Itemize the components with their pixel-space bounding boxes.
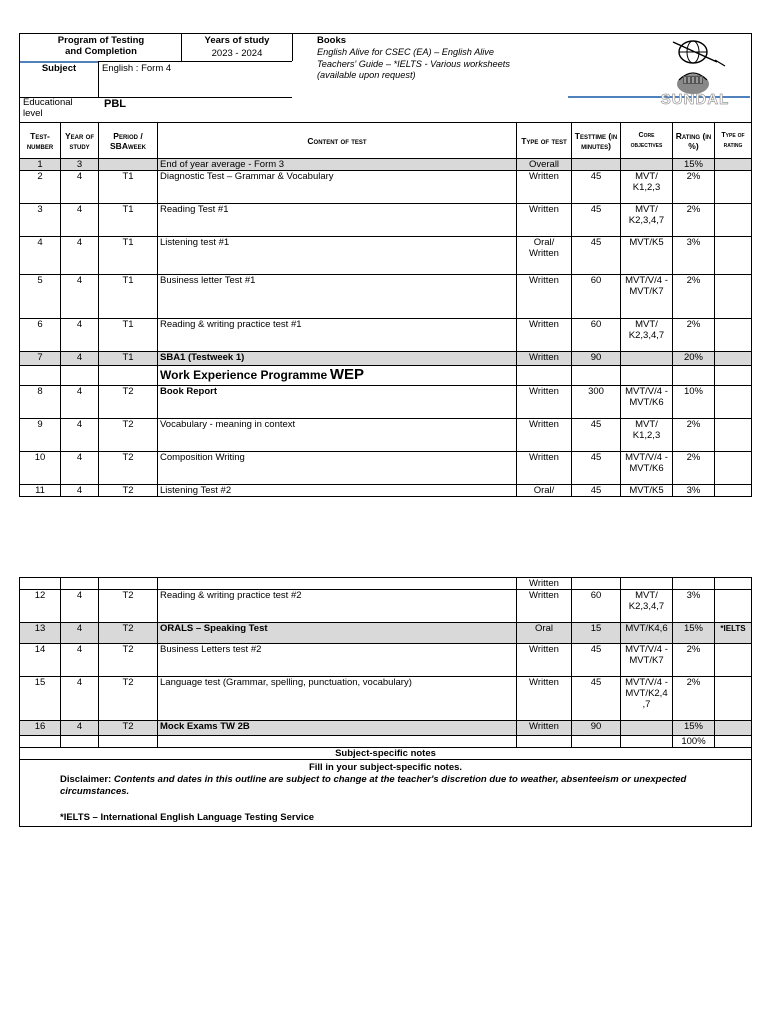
col-rating-type: Type of rating bbox=[715, 123, 752, 159]
wep-row bbox=[20, 366, 752, 386]
notes-body-row bbox=[20, 760, 752, 827]
content-cell: Reading & writing practice test #1 bbox=[158, 319, 517, 352]
test-number-cell: 8 bbox=[20, 386, 61, 419]
table-row bbox=[20, 204, 752, 237]
type-cell: Written bbox=[517, 275, 572, 319]
program-label: Program of Testing and Completion bbox=[57, 35, 145, 57]
table-row bbox=[20, 485, 752, 497]
rating-type-cell bbox=[715, 419, 752, 452]
content-cell: Composition Writing bbox=[158, 452, 517, 485]
rating-type-cell bbox=[715, 319, 752, 352]
type-cell: Overall bbox=[517, 159, 572, 171]
content-cell: SBA1 (Testweek 1) bbox=[158, 352, 517, 366]
core-objectives-cell: MVT/K5 bbox=[621, 237, 673, 275]
core-objectives-cell: MVT/ K2,3,4,7 bbox=[621, 319, 673, 352]
col-core: Core objectives bbox=[621, 123, 673, 159]
test-number-cell: 16 bbox=[20, 721, 61, 736]
disclaimer-text: Contents and dates in this outline are subject to change at the teacher's discretion due to weather, absenteeism or unexpected circumstances. bbox=[60, 774, 687, 797]
level-label: Educational level bbox=[23, 97, 73, 119]
period-cell: T2 bbox=[99, 623, 158, 644]
year-cell: 4 bbox=[61, 237, 99, 275]
core-objectives-cell: MVT/V/4 - MVT/K2,4 ,7 bbox=[621, 677, 673, 721]
rating-cell: 2% bbox=[673, 275, 715, 319]
rating-type-cell bbox=[715, 452, 752, 485]
test-number-cell: 3 bbox=[20, 204, 61, 237]
rating-cell: 2% bbox=[673, 677, 715, 721]
continuation-row bbox=[20, 578, 752, 590]
period-cell: T1 bbox=[99, 237, 158, 275]
test-number-cell: 1 bbox=[20, 159, 61, 171]
testtime-cell: 45 bbox=[572, 419, 621, 452]
subject-label: Subject bbox=[41, 63, 77, 74]
rating-type-cell bbox=[715, 159, 752, 171]
core-objectives-cell: MVT/ K1,2,3 bbox=[621, 419, 673, 452]
rating-type-cell bbox=[715, 237, 752, 275]
table-row bbox=[20, 677, 752, 721]
period-cell: T2 bbox=[99, 452, 158, 485]
period-cell bbox=[99, 159, 158, 171]
year-cell: 4 bbox=[61, 623, 99, 644]
type-cell: Written bbox=[517, 590, 572, 623]
period-cell: T2 bbox=[99, 386, 158, 419]
type-cell: Written bbox=[517, 352, 572, 366]
period-cell: T2 bbox=[99, 677, 158, 721]
type-cell: Written bbox=[517, 677, 572, 721]
test-number-cell: 11 bbox=[20, 485, 61, 497]
subject-divider bbox=[98, 61, 99, 97]
rating-type-cell bbox=[715, 352, 752, 366]
testtime-cell: 45 bbox=[572, 204, 621, 237]
content-cell: Language test (Grammar, spelling, punctuation, vocabulary) bbox=[158, 677, 517, 721]
content-cell: Business Letters test #2 bbox=[158, 644, 517, 677]
testtime-cell: 45 bbox=[572, 677, 621, 721]
notes-title-row bbox=[20, 748, 752, 760]
content-cell: Mock Exams TW 2B bbox=[158, 721, 517, 736]
header-divider-2 bbox=[292, 33, 293, 61]
content-cell: Business letter Test #1 bbox=[158, 275, 517, 319]
col-content: Content of test bbox=[158, 123, 517, 159]
content-cell: Vocabulary - meaning in context bbox=[158, 419, 517, 452]
testtime-cell bbox=[572, 159, 621, 171]
col-testtime: Testtime (in minutes) bbox=[572, 123, 621, 159]
wep-label: Work Experience Programme bbox=[160, 368, 328, 382]
year-cell: 4 bbox=[61, 452, 99, 485]
rating-cell: 2% bbox=[673, 644, 715, 677]
period-cell: T1 bbox=[99, 204, 158, 237]
test-number-cell: 13 bbox=[20, 623, 61, 644]
content-cell: Book Report bbox=[158, 386, 517, 419]
test-number-cell: 7 bbox=[20, 352, 61, 366]
test-number-cell: 2 bbox=[20, 171, 61, 204]
year-cell: 4 bbox=[61, 204, 99, 237]
core-objectives-cell: MVT/V/4 - MVT/K6 bbox=[621, 452, 673, 485]
test-table-page1 bbox=[19, 122, 752, 497]
rating-type-cell bbox=[715, 721, 752, 736]
content-cell: Listening Test #2 bbox=[158, 485, 517, 497]
table-row bbox=[20, 644, 752, 677]
year-cell: 4 bbox=[61, 590, 99, 623]
books-value: English Alive for CSEC (EA) – English Alive Teachers' Guide – *IELTS - Various worksheets (available upon request) bbox=[317, 47, 510, 80]
testtime-cell: 45 bbox=[572, 452, 621, 485]
period-cell: T2 bbox=[99, 485, 158, 497]
table-row bbox=[20, 623, 752, 644]
content-cell: Listening test #1 bbox=[158, 237, 517, 275]
type-cell: Written bbox=[517, 452, 572, 485]
table-row bbox=[20, 419, 752, 452]
school-logo bbox=[655, 36, 735, 110]
wep-cell bbox=[158, 366, 517, 386]
year-cell: 4 bbox=[61, 352, 99, 366]
rating-type-cell bbox=[715, 485, 752, 497]
type-cell: Oral bbox=[517, 623, 572, 644]
period-cell: T2 bbox=[99, 590, 158, 623]
table-row bbox=[20, 590, 752, 623]
rating-cell: 2% bbox=[673, 452, 715, 485]
col-type: Type of test bbox=[517, 123, 572, 159]
books-label: Books bbox=[317, 35, 347, 46]
year-cell: 4 bbox=[61, 171, 99, 204]
testtime-cell: 60 bbox=[572, 275, 621, 319]
period-cell: T2 bbox=[99, 644, 158, 677]
year-cell: 4 bbox=[61, 644, 99, 677]
core-objectives-cell bbox=[621, 352, 673, 366]
content-cell: ORALS – Speaking Test bbox=[158, 623, 517, 644]
type-cell: Written bbox=[517, 419, 572, 452]
period-cell: T1 bbox=[99, 352, 158, 366]
testtime-cell: 60 bbox=[572, 590, 621, 623]
col-rating: Rating (in %) bbox=[673, 123, 715, 159]
core-objectives-cell: MVT/V/4 - MVT/K6 bbox=[621, 386, 673, 419]
period-cell: T2 bbox=[99, 721, 158, 736]
type-cell: Oral/ Written bbox=[517, 237, 572, 275]
rating-type-cell bbox=[715, 677, 752, 721]
subject-value: English : Form 4 bbox=[102, 63, 172, 74]
rating-cell: 15% bbox=[673, 159, 715, 171]
rating-cell: 2% bbox=[673, 204, 715, 237]
disclaimer bbox=[60, 774, 711, 798]
content-cell: Reading Test #1 bbox=[158, 204, 517, 237]
rating-cell: 2% bbox=[673, 319, 715, 352]
testtime-cell: 60 bbox=[572, 319, 621, 352]
content-cell: End of year average - Form 3 bbox=[158, 159, 517, 171]
rating-type-cell bbox=[715, 171, 752, 204]
rating-cell: 10% bbox=[673, 386, 715, 419]
core-objectives-cell: MVT/V/4 - MVT/K7 bbox=[621, 644, 673, 677]
rating-cell: 15% bbox=[673, 623, 715, 644]
core-objectives-cell: MVT/K5 bbox=[621, 485, 673, 497]
testtime-cell: 300 bbox=[572, 386, 621, 419]
notes-fill: Fill in your subject-specific notes. bbox=[308, 762, 463, 773]
table-row bbox=[20, 319, 752, 352]
table-row bbox=[20, 386, 752, 419]
core-objectives-cell: MVT/ K1,2,3 bbox=[621, 171, 673, 204]
type-cell: Oral/ bbox=[517, 485, 572, 497]
test-number-cell: 14 bbox=[20, 644, 61, 677]
table-row bbox=[20, 159, 752, 171]
year-cell: 3 bbox=[61, 159, 99, 171]
testtime-cell: 45 bbox=[572, 237, 621, 275]
core-objectives-cell bbox=[621, 721, 673, 736]
type-cell: Written bbox=[517, 386, 572, 419]
rating-cell: 2% bbox=[673, 419, 715, 452]
col-year: Year of study bbox=[61, 123, 99, 159]
core-objectives-cell: MVT/V/4 - MVT/K7 bbox=[621, 275, 673, 319]
testtime-cell: 45 bbox=[572, 644, 621, 677]
table-row bbox=[20, 352, 752, 366]
table-row bbox=[20, 275, 752, 319]
rating-cell: 3% bbox=[673, 590, 715, 623]
col-test-number: Test-number bbox=[20, 123, 61, 159]
test-number-cell: 10 bbox=[20, 452, 61, 485]
period-cell: T1 bbox=[99, 275, 158, 319]
rating-type-cell bbox=[715, 590, 752, 623]
period-cell: T1 bbox=[99, 319, 158, 352]
test-number-cell: 5 bbox=[20, 275, 61, 319]
continuation-type: Written bbox=[517, 578, 572, 590]
type-cell: Written bbox=[517, 204, 572, 237]
table-header-row bbox=[20, 123, 752, 159]
rating-cell: 3% bbox=[673, 237, 715, 275]
wep-abbr: WEP bbox=[329, 366, 364, 383]
rating-cell: 15% bbox=[673, 721, 715, 736]
type-cell: Written bbox=[517, 721, 572, 736]
subject-row-top bbox=[98, 61, 292, 62]
total-rating: 100% bbox=[673, 736, 715, 748]
type-cell: Written bbox=[517, 171, 572, 204]
testtime-cell: 15 bbox=[572, 623, 621, 644]
period-cell: T1 bbox=[99, 171, 158, 204]
test-number-cell: 6 bbox=[20, 319, 61, 352]
period-cell: T2 bbox=[99, 419, 158, 452]
year-cell: 4 bbox=[61, 419, 99, 452]
year-cell: 4 bbox=[61, 275, 99, 319]
col-period: Period / SBAweek bbox=[99, 123, 158, 159]
level-value: PBL bbox=[104, 98, 126, 110]
test-number-cell: 15 bbox=[20, 677, 61, 721]
rating-cell: 20% bbox=[673, 352, 715, 366]
disclaimer-label: Disclaimer: bbox=[60, 774, 112, 785]
core-objectives-cell: MVT/ K2,3,4,7 bbox=[621, 590, 673, 623]
content-cell: Diagnostic Test – Grammar & Vocabulary bbox=[158, 171, 517, 204]
ielts-note: *IELTS – International English Language Testing Service bbox=[60, 812, 315, 823]
core-objectives-cell: MVT/ K2,3,4,7 bbox=[621, 204, 673, 237]
table-row bbox=[20, 171, 752, 204]
rating-cell: 3% bbox=[673, 485, 715, 497]
test-number-cell: 12 bbox=[20, 590, 61, 623]
years-value: 2023 - 2024 bbox=[211, 48, 263, 59]
rating-type-cell bbox=[715, 275, 752, 319]
testtime-cell: 90 bbox=[572, 721, 621, 736]
rating-type-cell: *IELTS bbox=[715, 623, 752, 644]
logo-text: SUNDAL bbox=[660, 91, 730, 108]
year-cell: 4 bbox=[61, 386, 99, 419]
content-cell: Reading & writing practice test #2 bbox=[158, 590, 517, 623]
test-table-page2 bbox=[19, 577, 752, 827]
table-row bbox=[20, 721, 752, 736]
notes-title: Subject-specific notes bbox=[20, 748, 752, 760]
testtime-cell: 90 bbox=[572, 352, 621, 366]
table-row bbox=[20, 452, 752, 485]
type-cell: Written bbox=[517, 644, 572, 677]
year-cell: 4 bbox=[61, 319, 99, 352]
test-number-cell: 4 bbox=[20, 237, 61, 275]
year-cell: 4 bbox=[61, 485, 99, 497]
table-row bbox=[20, 237, 752, 275]
rating-type-cell bbox=[715, 204, 752, 237]
testtime-cell: 45 bbox=[572, 171, 621, 204]
test-number-cell: 9 bbox=[20, 419, 61, 452]
rating-type-cell bbox=[715, 386, 752, 419]
core-objectives-cell bbox=[621, 159, 673, 171]
rating-cell: 2% bbox=[673, 171, 715, 204]
year-cell: 4 bbox=[61, 721, 99, 736]
total-row bbox=[20, 736, 752, 748]
type-cell: Written bbox=[517, 319, 572, 352]
years-label: Years of study bbox=[204, 35, 270, 46]
testtime-cell: 45 bbox=[572, 485, 621, 497]
rating-type-cell bbox=[715, 644, 752, 677]
year-cell: 4 bbox=[61, 677, 99, 721]
core-objectives-cell: MVT/K4,6 bbox=[621, 623, 673, 644]
